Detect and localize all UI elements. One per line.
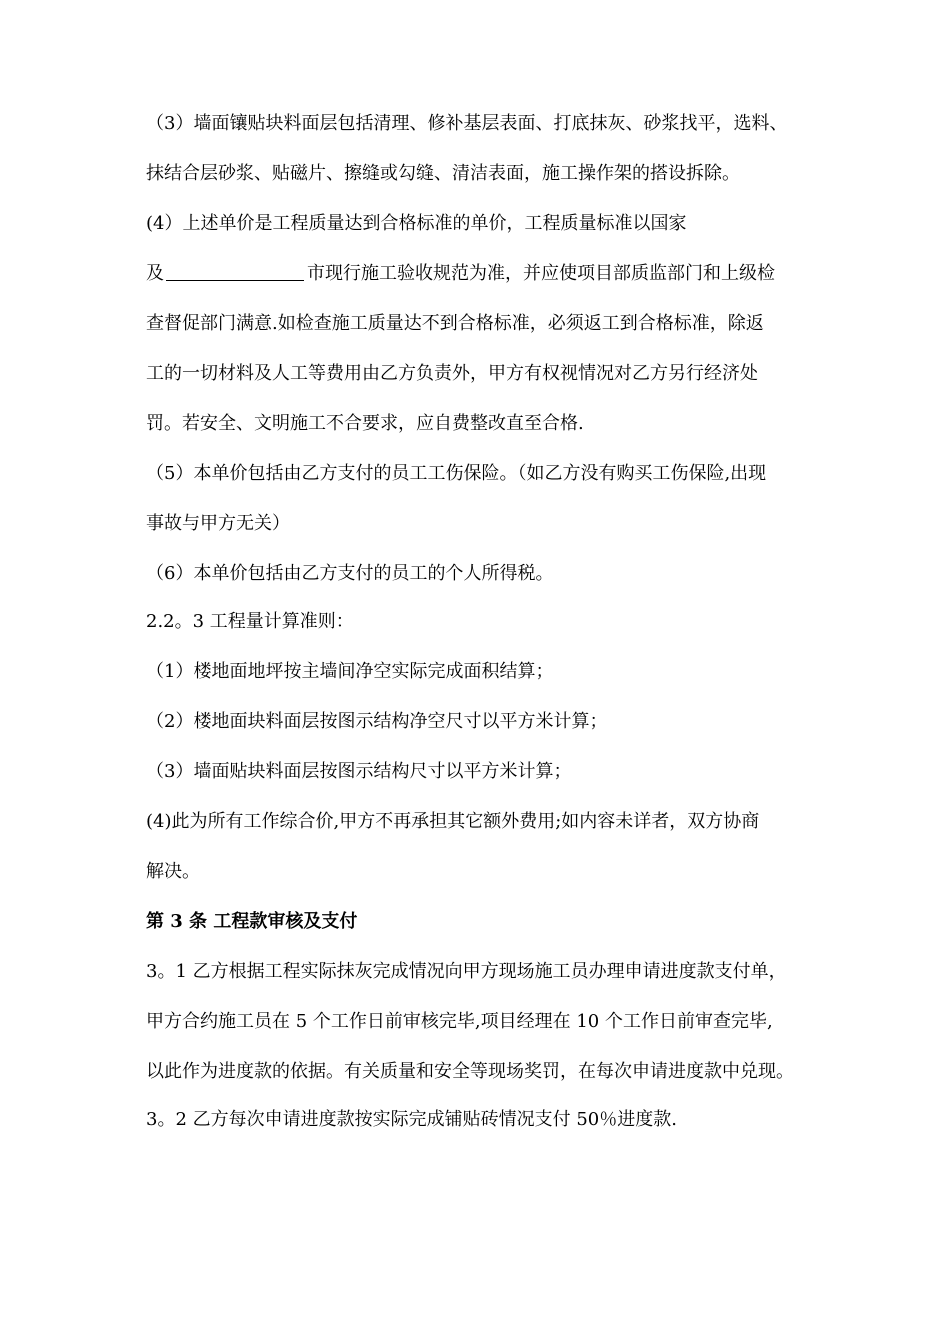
paragraph-line: 3。2 乙方每次申请进度款按实际完成铺贴砖情况支付 50％进度款.: [146, 1109, 677, 1130]
paragraph-line: （3）墙面镶贴块料面层包括清理、修补基层表面、打底抹灰、砂浆找平，选料、: [146, 113, 788, 134]
paragraph-line: 以此作为进度款的依据。有关质量和安全等现场奖罚，在每次申请进度款中兑现。: [146, 1061, 794, 1082]
paragraph-line: 解决。: [146, 861, 200, 882]
line-text: 市现行施工验收规范为准，并应使项目部质监部门和上级检: [307, 263, 775, 284]
paragraph-line-with-blank: [146, 262, 775, 286]
paragraph-line: (4)此为所有工作综合价,甲方不再承担其它额外费用;如内容未详者，双方协商: [146, 811, 760, 832]
paragraph-line: 抹结合层砂浆、贴磁片、擦缝或勾缝、清洁表面，施工操作架的搭设拆除。: [146, 163, 740, 184]
paragraph-line: （6）本单价包括由乙方支付的员工的个人所得税。: [146, 563, 554, 584]
paragraph-line: 工的一切材料及人工等费用由乙方负责外，甲方有权视情况对乙方另行经济处: [146, 363, 758, 384]
paragraph-line: 罚。若安全、文明施工不合要求，应自费整改直至合格.: [146, 413, 584, 434]
paragraph-line: 3。1 乙方根据工程实际抹灰完成情况向甲方现场施工员办理申请进度款支付单，: [146, 961, 787, 982]
paragraph-line: （5）本单价包括由乙方支付的员工工伤保险。（如乙方没有购买工伤保险,出现: [146, 463, 767, 484]
paragraph-line: (4）上述单价是工程质量达到合格标准的单价，工程质量标准以国家: [146, 213, 687, 234]
section-heading: 第 3 条 工程款审核及支付: [146, 911, 358, 932]
paragraph-line: 查督促部门满意.如检查施工质量达不到合格标准，必须返工到合格标准，除返: [146, 313, 764, 334]
paragraph-line: （3）墙面贴块料面层按图示结构尺寸以平方米计算；: [146, 761, 572, 782]
paragraph-line: （2）楼地面块料面层按图示结构净空尺寸以平方米计算；: [146, 711, 608, 732]
fill-in-blank: [166, 262, 304, 281]
line-prefix: 及: [146, 263, 164, 284]
paragraph-line: 甲方合约施工员在 5 个工作日前审核完毕,项目经理在 10 个工作日前审查完毕,: [146, 1011, 773, 1032]
paragraph-line: （1）楼地面地坪按主墙间净空实际完成面积结算；: [146, 661, 554, 682]
paragraph-line: 2.2。3 工程量计算准则：: [146, 611, 354, 632]
paragraph-line: 事故与甲方无关）: [146, 513, 290, 534]
